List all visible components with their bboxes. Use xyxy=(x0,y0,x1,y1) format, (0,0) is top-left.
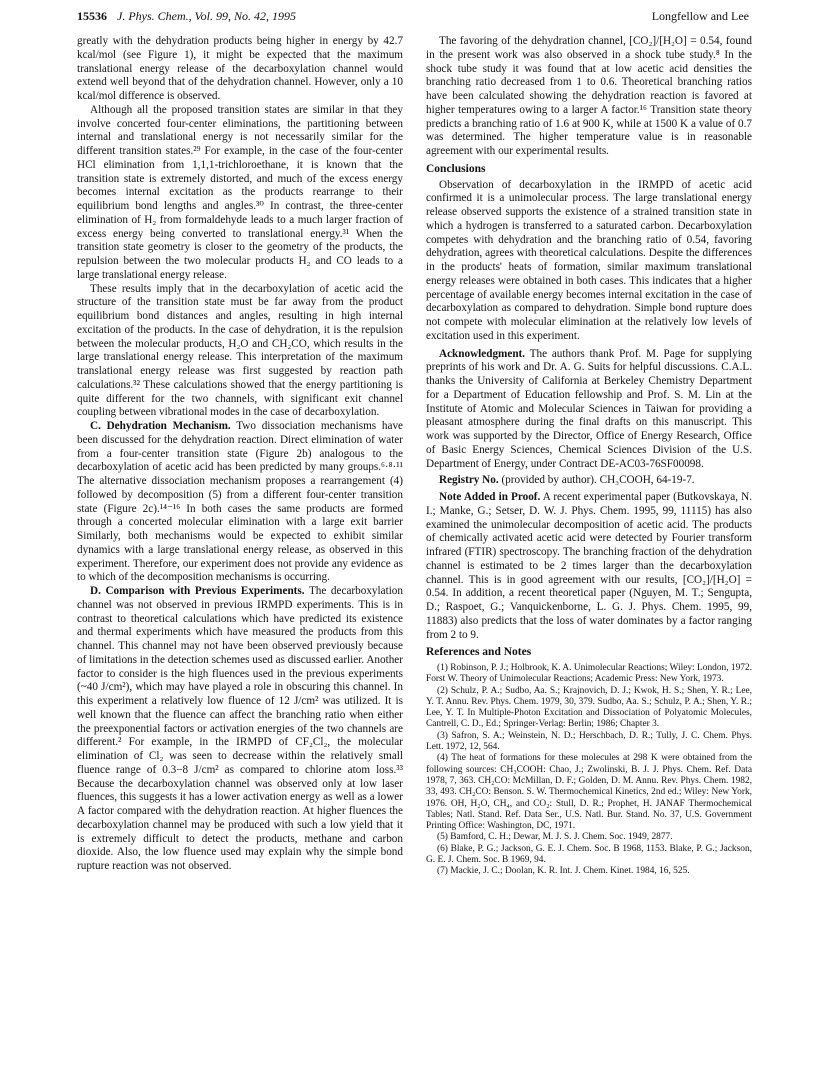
conclusions-body: Observation of decarboxylation in the IRMPD of acetic acid confirmed it is a unimolecular process. The large translational energy release observed supports the existence of a strained transition state in which a hydrogen is transferred to a saturated carbon. Decarboxylation competes with dehydration and the branching ratio of 0.54, favoring dehydration, agrees with theoretical calculations. Despite the differences in the products' heats of formation, similar maximum translational energy releases were obtained in both cases. This indicates that a higher percentage of available energy becomes internal excitation in the case of decarboxylation as compared to dehydration. Simple bond rupture does not compete with molecular elimination at the relatively low levels of excitation used in this experiment. xyxy=(426,178,752,342)
registry-body: (provided by author). CH₃COOH, 64-19-7. xyxy=(501,474,695,487)
paragraph: These results imply that in the decarboxylation of acetic acid the structure of the transition state must be far away from the product equilibrium bond distances and angles, resulting in high internal excitation of the products. In the case of dehydration, it is the repulsion between the molecular products, H₂O and CH₂CO, which results in the large translational energy release. This interpretation of the maximum translational energy release was first suggested by reaction path calculations.³² These calculations showed that the energy partitioning is quite different for the two channels, with significant exit channel coupling between vibrational modes in the case of decarboxylation. xyxy=(77,282,403,419)
references-heading: References and Notes xyxy=(426,646,532,659)
section-c-body: Two dissociation mechanisms have been discussed for the dehydration reaction. Direct elimination of water from a four-center transition state (Figure 2b) analogous to the decarboxylation of acetic acid has been predicted by many groups.⁶·⁸·¹¹ The alternative dissociation mechanism proposes a rearrangement (4) followed by decomposition (5) from a different four-center transition state (Figure 2c).¹⁴⁻¹⁶ In both cases the same products are formed through a concerted molecular elimination with a large exit barrier Similarly, both mechanisms would be expected to exhibit similar dynamics with a large translational energy release, as observed in this experiment. Therefore, our experiment does not provide any evidence as to which of the decomposition mechanisms is occurring. xyxy=(77,420,403,584)
acknowledgment-body: The authors thank Prof. M. Page for supplying preprints of his work and Dr. A. G. Suits for helpful discussions. C.A.L. thanks the University of California at Berkeley Chemistry Department for a Department of Education fellowship and Prof. S. M. Lin at the Institute of Atomic and Molecular Sciences in Taiwan for providing a pleasant atmosphere during the final drafts on this manuscript. This work was supported by the Director, Office of Energy Research, Office of Basic Energy Sciences, Chemical Sciences Division of the U.S. Department of Energy, under Contract DE-AC03-76SF00098. xyxy=(426,347,752,470)
note-heading: Note Added in Proof. xyxy=(439,491,541,503)
registry-heading: Registry No. xyxy=(439,474,499,487)
reference-item: (6) Blake, P. G.; Jackson, G. E. J. Chem. Soc. B 1968, 1153. Blake, P. G.; Jackson, G. E. J. Chem. Soc. B 1969, 94. xyxy=(426,843,752,866)
reference-item: (3) Safron, S. A.; Weinstein, N. D.; Herschbach, D. R.; Tully, J. C. Chem. Phys. Lett. 1972, 12, 564. xyxy=(426,730,752,753)
running-header xyxy=(77,9,749,27)
registry xyxy=(426,474,752,488)
reference-item: (5) Bamford, C. H.; Dewar, M. J. S. J. Chem. Soc. 1949, 2877. xyxy=(437,832,673,843)
right-column xyxy=(426,35,752,878)
section-c xyxy=(77,420,403,585)
reference-item: (7) Mackie, J. C.; Doolan, K. R. Int. J. Chem. Kinet. 1984, 16, 525. xyxy=(437,866,690,877)
reference-item: (1) Robinson, P. J.; Holbrook, K. A. Unimolecular Reactions; Wiley: London, 1972. Forst W. Theory of Unimolecular Reactions; Academic Press: New York, 1973. xyxy=(426,663,752,685)
note-body: A recent experimental paper (Butkovskaya, N. I.; Manke, G.; Setser, D. W. J. Phys. Chem. 1995, 99, 11115) has also examined the unimolecular decomposition of acetic acid. The products of chemically activated acetic acid were detected by Fourier transform infrared (FTIR) spectroscopy. The branching fraction of the dehydration channel is estimated to be 2 times larger than the decarboxylation channel. This is in good agreement with our results, [CO₂]/[H₂O] = 0.54. In addition, a recent theoretical paper (Nguyen, M. T.; Sengupta, D.; Raspoet, G.; Vanquickenborne, L. G. J. Phys. Chem. 1995, 99, 11883) also predicts that the loss of water dominates by a factor ranging from 2 to 9. xyxy=(426,491,753,641)
section-c-heading: C. Dehydration Mechanism. xyxy=(90,420,231,432)
journal-citation: J. Phys. Chem., Vol. 99, No. 42, 1995 xyxy=(117,9,296,23)
paragraph: greatly with the dehydration products being higher in energy by 42.7 kcal/mol (see Figure 1), it might be expected that the maximum translational energy release of the decarboxylation channel would extend well beyond that of the dehydration channel. However, only a 10 kcal/mol difference is observed. xyxy=(77,35,403,102)
reference-item: (2) Schulz, P. A.; Sudbo, Aa. S.; Krajnovich, D. J.; Kwok, H. S.; Shen, Y. R.; Lee, Y. T. Annu. Rev. Phys. Chem. 1979, 30, 379. Sudbo, Aa. S.; Schulz, P. A.; Shen, Y. R.; Lee, Y. T. In Multiple-Photon Excitation and Dissociation of Polyatomic Molecules, Cantrell, C. D., Ed.; Springer-Verlag: Berlin; 1986; Chapter 3. xyxy=(426,685,752,730)
conclusions-heading: Conclusions xyxy=(426,162,486,175)
acknowledgment xyxy=(426,348,752,472)
page-number: 15536 xyxy=(77,9,107,23)
paragraph: The favoring of the dehydration channel, [CO₂]/[H₂O] = 0.54, found in the present work was also observed in a shock tube study.⁸ In the shock tube study it was found that at low acetic acid densities the branching ratio decreased from 1 to 0.6. Theoretical branching ratios have been calculated showing the dehydration reaction is favored at higher temperatures owing to a larger A factor.¹⁶ Transition state theory predicts a branching ratio of 1.6 at 900 K, while at 1500 K a value of 0.7 was determined. The higher temperature value is in reasonable agreement with our experimental results. xyxy=(426,35,752,157)
paragraph: Although all the proposed transition states are similar in that they involve concerted four-center eliminations, the partitioning between internal and translational energy is not necessarily similar for the different transition states.²⁹ For example, in the case of the four-center HCl elimination from 1,1,1-trichloroethane, it is known that the transition state is extremely distorted, and much of the excess energy becomes internal excitation as the products rearrange to their equilibrium bond lengths and angles.³⁰ In contrast, the three-center elimination of H₂ from formaldehyde leads to a much larger fraction of excess energy being converted to translational energy.³¹ When the transition state geometry is closer to the geometry of the products, the repulsion between the two molecular products H₂ and CO leads to a large translational energy release. xyxy=(77,103,403,281)
section-d-body: The decarboxylation channel was not observed in previous IRMPD experiments. This is in contrast to theoretical calculations which have predicted its existence and thermal experiments which have measured the products from this channel. This channel may not have been observed previously because of limitations in the detection schemes used as discussed earlier. Another factor to consider is the high fluences used in the previous experiments (~40 J/cm²), which may have played a role in obscuring this channel. In this experiment a relatively low fluence of 12 J/cm² was utilized. It is well known that the fluence can affect the branching ratio when either the preexponential factors or activation energies of the two channels are different.² For example, in the IRMPD of CF₂Cl₂, the molecular elimination of Cl₂ was seen to decrease within the relatively small fluence range of 0.3−8 J/cm² as compared to chlorine atom loss.³³ Because the decarboxylation channel was observed only at low laser fluences, this suggests it has a lower activation energy as well as a lower A factor compared with the dehydration reaction. At higher fluences the decarboxylation channel may be produced with such a low yield that it is extremely difficult to detect the products, methane and carbon dioxide. Also, the low fluence used may explain why the simple bond rupture reaction was not observed. xyxy=(77,585,403,872)
section-d-heading: D. Comparison with Previous Experiments. xyxy=(90,585,305,597)
section-d xyxy=(77,585,403,874)
left-column xyxy=(77,35,403,874)
running-authors: Longfellow and Lee xyxy=(651,9,749,23)
acknowledgment-heading: Acknowledgment. xyxy=(439,347,526,360)
references-list xyxy=(426,663,752,878)
note-added xyxy=(426,491,752,642)
reference-item: (4) The heat of formations for these molecules at 298 K were obtained from the following sources: CH₃COOH: Chao, J.; Zwolinski, B. J. J. Phys. Chem. Ref. Data 1978, 7, 363. CH₂CO: McMillan, D. F.; Golden, D. M. Annu. Rev. Phys. Chem. 1982, 33, 493. CH₂CO: Benson. S. W. Thermochemical Kinetics, 2nd ed.; Wiley: New York, 1976. OH, H₂O, CH₄, and CO₂: Stull, D. R.; Prophet, H. JANAF Thermochemical Tables; Natl. Stand. Ref. Data Ser., U.S. Natl. Bur. Stand. No. 37, U.S. Government Printing Office: Washington, DC, 1971. xyxy=(426,753,752,832)
